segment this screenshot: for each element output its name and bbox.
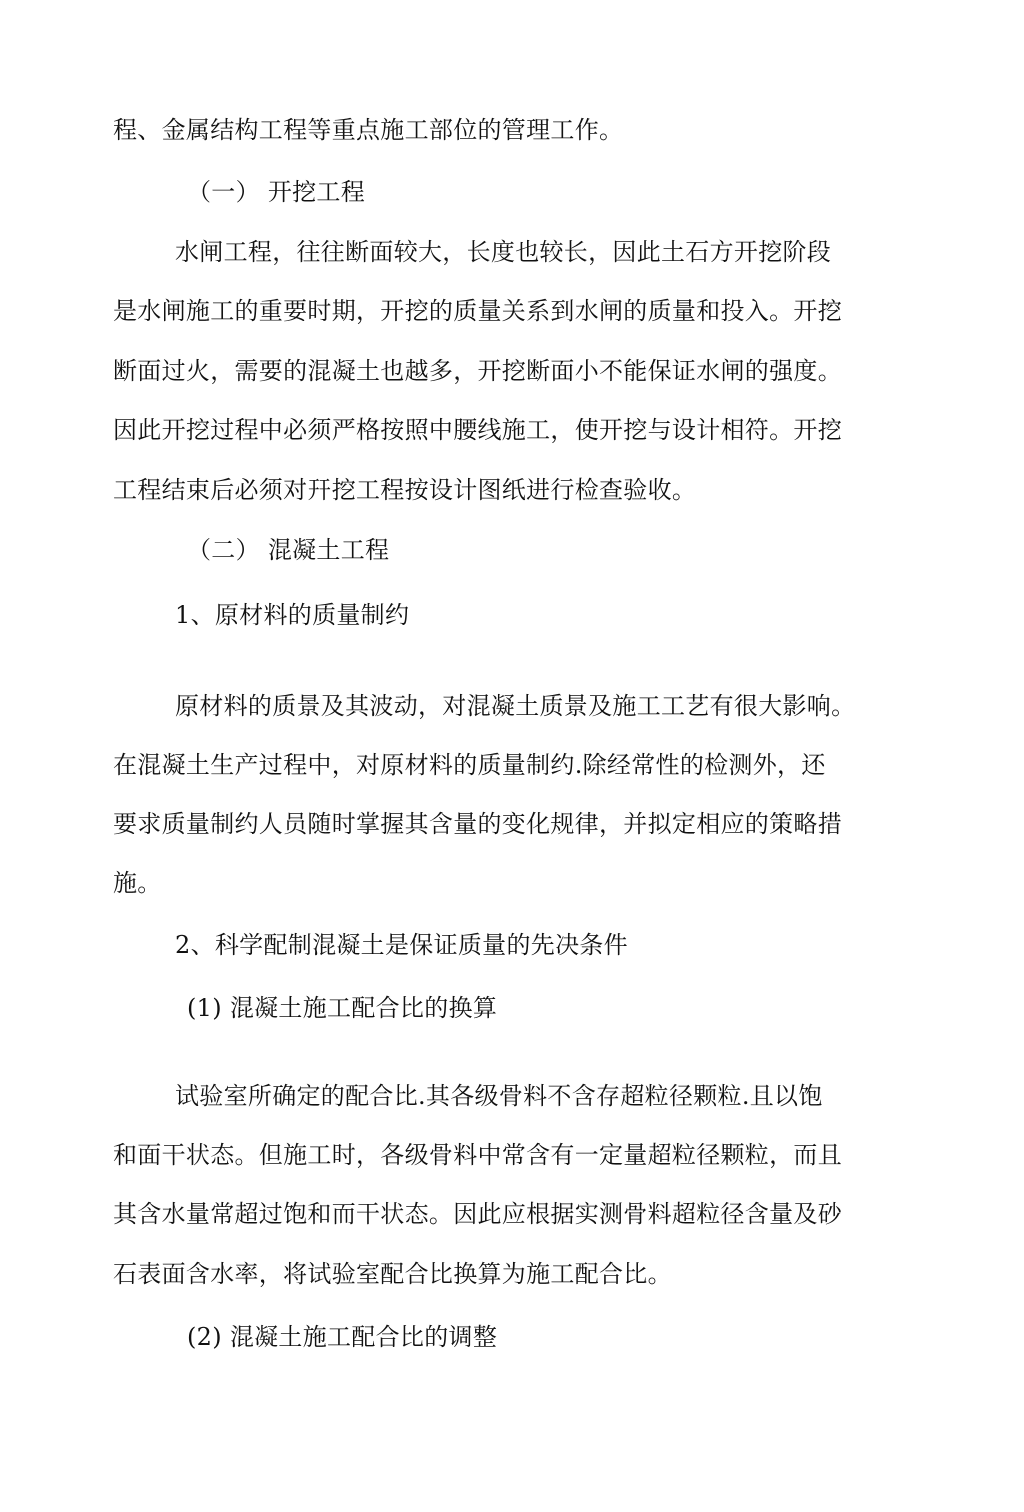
paragraph-line: 要求质量制约人员随时掌握其含量的变化规律，并拟定相应的策略措	[113, 810, 842, 838]
section-heading-concrete: （二） 混凝土工程	[187, 536, 390, 564]
paragraph-line: 石表面含水率，将试验室配合比换算为施工配合比。	[113, 1260, 672, 1288]
subsection-heading: 2、科学配制混凝土是保证质量的先决条件	[175, 931, 628, 959]
paragraph-line: 程、金属结构工程等重点施工部位的管理工作。	[113, 116, 624, 144]
paragraph-line: 断面过火，需要的混凝土也越多，开挖断面小不能保证水闸的强度。	[113, 357, 842, 385]
item-heading: (1) 混凝土施工配合比的换算	[187, 994, 498, 1022]
paragraph-line: 在混凝土生产过程中，对原材料的质量制约.除经常性的检测外，还	[113, 751, 826, 779]
section-heading-excavation: （一） 开挖工程	[187, 178, 366, 206]
paragraph-line: 其含水量常超过饱和而干状态。因此应根据实测骨料超粒径含量及砂	[113, 1200, 842, 1228]
item-heading: (2) 混凝土施工配合比的调整	[187, 1323, 498, 1351]
paragraph-line: 和面干状态。但施工时，各级骨料中常含有一定量超粒径颗粒，而且	[113, 1141, 842, 1169]
paragraph-line: 施。	[113, 869, 162, 897]
paragraph-line: 工程结束后必须对幵挖工程按设计图纸进行检查验收。	[113, 476, 697, 504]
paragraph-line: 试验室所确定的配合比.其各级骨料不含存超粒径颗粒.且以饱	[175, 1082, 823, 1110]
paragraph-line: 水闸工程，往往断面较大，长度也较长，因此土石方开挖阶段	[175, 238, 832, 266]
subsection-heading: 1、原材料的质量制约	[175, 601, 410, 629]
paragraph-line: 因此开挖过程中必须严格按照中腰线施工，使开挖与设计相符。开挖	[113, 416, 842, 444]
paragraph-line: 原材料的质景及其波动，对混凝土质景及施工工艺有很大影响。	[175, 692, 856, 720]
paragraph-line: 是水闸施工的重要时期，开挖的质量关系到水闸的质量和投入。开挖	[113, 297, 842, 325]
